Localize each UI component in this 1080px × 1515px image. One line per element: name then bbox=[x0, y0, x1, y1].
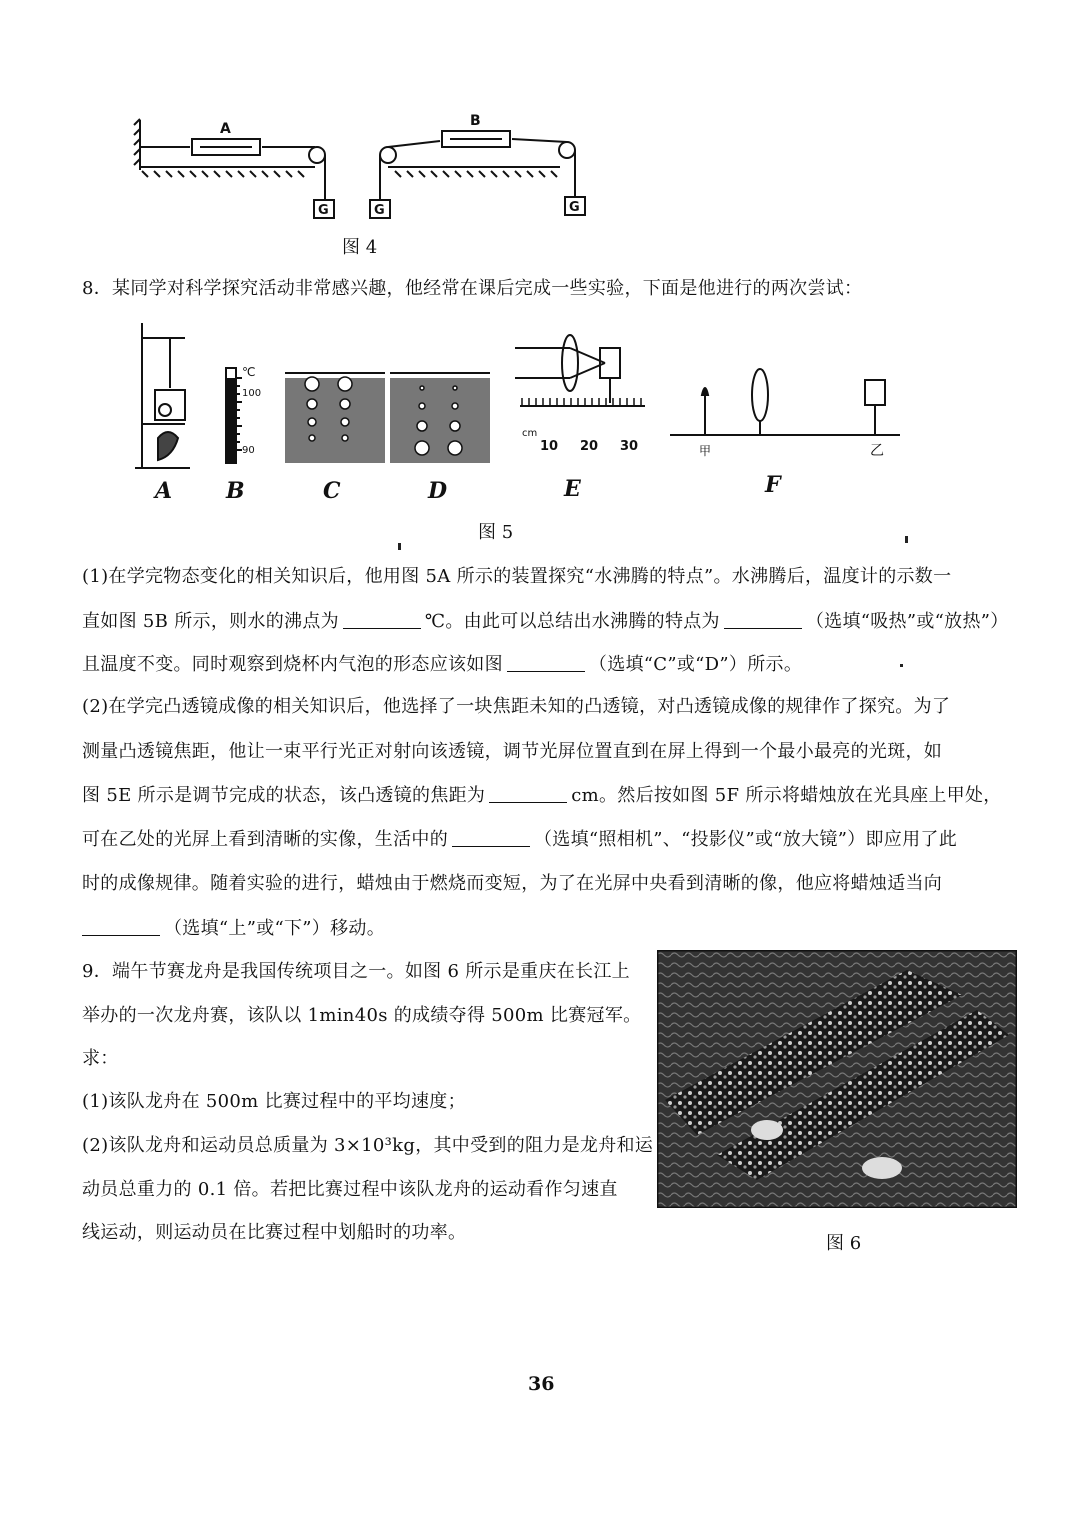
figure-5-label-a: A bbox=[155, 478, 173, 504]
figure-6-caption: 图 6 bbox=[826, 1233, 862, 1254]
question-9-line-5: (2)该队龙舟和运动员总质量为 3×10³kg，其中受到的阻力是龙舟和运 bbox=[82, 1135, 654, 1156]
figure-4-label-a: A bbox=[220, 121, 231, 137]
question-9-line-2: 举办的一次龙舟赛，该队以 1min40s 的成绩夺得 500m 比赛冠军。 bbox=[82, 1005, 642, 1026]
figure-4-caption: 图 4 bbox=[342, 237, 378, 258]
question-8-part-2-line-3: 图 5E 所示是调节完成的状态，该凸透镜的焦距为 cm。然后按如图 5F 所示将蜡烛放在光具座上甲处， bbox=[82, 785, 1002, 806]
scan-mark bbox=[398, 543, 401, 550]
ruler-unit-label: cm bbox=[522, 428, 538, 439]
ruler-tick-30: 30 bbox=[620, 439, 639, 454]
figure-5-label-e: E bbox=[564, 476, 581, 502]
question-8-part-2-line-2: 测量凸透镜焦距，他让一束平行光正对射向该透镜，调节光屏位置直到在屏上得到一个最小最亮的光斑，如 bbox=[82, 741, 943, 762]
figure-5-label-b: B bbox=[226, 478, 245, 504]
figure-5-label-d: D bbox=[428, 478, 448, 504]
answer-blank-heat[interactable] bbox=[724, 610, 802, 629]
figure-4-label-g3: G bbox=[569, 200, 580, 215]
ruler-tick-10: 10 bbox=[540, 439, 559, 454]
question-8-part-1-line-1: (1)在学完物态变化的相关知识后，他用图 5A 所示的装置探究“水沸腾的特点”。水沸腾后，温度计的示数一 bbox=[82, 566, 952, 587]
figure-4-diagram bbox=[120, 105, 600, 220]
figure-6-dragon-boat-photo bbox=[657, 950, 1017, 1215]
question-9-line-7: 线运动，则运动员在比赛过程中划船时的功率。 bbox=[82, 1222, 467, 1243]
thermometer-tick-90: 90 bbox=[242, 445, 255, 456]
thermometer-tick-100: 100 bbox=[242, 388, 262, 399]
answer-blank-focal-length[interactable] bbox=[489, 784, 567, 803]
question-8-part-1-line-2: 直如图 5B 所示，则水的沸点为 ℃。由此可以总结出水沸腾的特点为 （选填“吸热”或“放热”） bbox=[82, 611, 1009, 632]
question-8-part-2-line-5: 时的成像规律。随着实验的进行，蜡烛由于燃烧而变短，为了在光屏中央看到清晰的像，他应将蜡烛适当向 bbox=[82, 873, 943, 894]
question-8-part-1-line-3: 且温度不变。同时观察到烧杯内气泡的形态应该如图 （选填“C”或“D”）所示。 bbox=[82, 654, 803, 675]
scan-mark bbox=[905, 536, 908, 543]
question-8-intro: 8．某同学对科学探究活动非常感兴趣，他经常在课后完成一些实验，下面是他进行的两次尝试： bbox=[82, 278, 863, 299]
thermometer-unit-label: ℃ bbox=[242, 365, 256, 379]
page-number: 36 bbox=[528, 1373, 555, 1395]
answer-blank-device[interactable] bbox=[452, 828, 530, 847]
figure-4-label-g1: G bbox=[318, 203, 329, 218]
question-9-line-4: (1)该队龙舟在 500m 比赛过程中的平均速度； bbox=[82, 1091, 466, 1112]
ruler-tick-20: 20 bbox=[580, 439, 599, 454]
question-9-line-6: 动员总重力的 0.1 倍。若把比赛过程中该队龙舟的运动看作匀速直 bbox=[82, 1179, 618, 1200]
question-8-part-2-line-6: （选填“上”或“下”）移动。 bbox=[82, 910, 385, 948]
figure-5-diagram bbox=[130, 318, 660, 478]
answer-blank-direction[interactable] bbox=[82, 917, 160, 936]
question-9-line-3: 求： bbox=[82, 1048, 119, 1069]
bench-position-left: 甲 bbox=[699, 444, 712, 458]
question-8-part-2-line-1: (2)在学完凸透镜成像的相关知识后，他选择了一块焦距未知的凸透镜，对凸透镜成像的规律作了探究。为了 bbox=[82, 696, 951, 717]
figure-4-label-g2: G bbox=[374, 203, 385, 218]
answer-blank-boiling-point[interactable] bbox=[343, 610, 421, 629]
bench-position-right: 乙 bbox=[870, 443, 884, 459]
scan-mark bbox=[900, 664, 903, 667]
figure-5-label-f: F bbox=[765, 472, 781, 498]
figure-5-label-c: C bbox=[323, 478, 341, 504]
question-9-line-1: 9．端午节赛龙舟是我国传统项目之一。如图 6 所示是重庆在长江上 bbox=[82, 961, 630, 982]
figure-4-label-b: B bbox=[470, 113, 481, 129]
figure-5-caption: 图 5 bbox=[478, 522, 514, 543]
question-8-part-2-line-4: 可在乙处的光屏上看到清晰的实像，生活中的 （选填“照相机”、“投影仪”或“放大镜”）即应用了此 bbox=[82, 829, 958, 850]
answer-blank-bubble-figure[interactable] bbox=[507, 653, 585, 672]
figure-5f-optical-bench bbox=[665, 355, 905, 465]
